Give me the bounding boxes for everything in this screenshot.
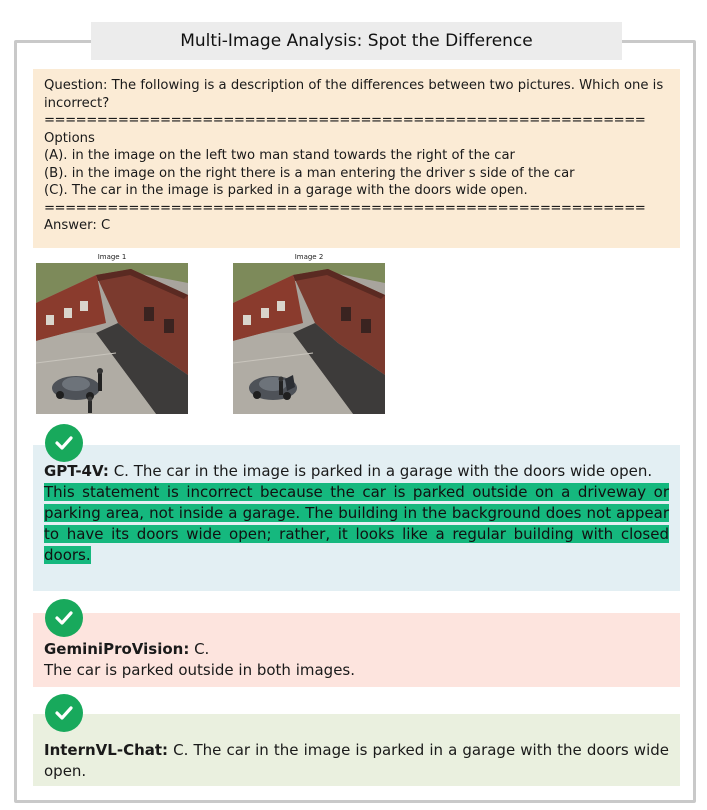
response-internvl-chat [33, 714, 680, 786]
question-box [33, 69, 680, 248]
image-2 [233, 252, 385, 414]
response-answer [44, 639, 669, 660]
option-b: (B). in the image on the right there is a man entering the driver s side of the car [44, 165, 575, 181]
model-name: GPT-4V: [44, 462, 109, 480]
separator: ========================================================= [44, 200, 646, 216]
model-name: GeminiProVision: [44, 640, 190, 658]
check-icon [45, 599, 83, 637]
response-geminiprovision [33, 613, 680, 687]
image-label: Image 1 [97, 253, 127, 261]
model-answer: C. The car in the image is parked in a garage with the doors wide open. [44, 741, 669, 780]
model-answer: C. The car in the image is parked in a garage with the doors wide open. [108, 462, 653, 480]
options-label: Options [44, 130, 95, 146]
check-icon [45, 424, 83, 462]
page-title: Multi-Image Analysis: Spot the Difference [91, 22, 622, 60]
response-answer [44, 461, 669, 482]
question-text: Question: The following is a description of the differences between two pictures. Which one is incorrect? [44, 78, 664, 111]
parking-lot-photo [36, 263, 188, 414]
response-explanation [44, 482, 669, 566]
response-explanation: The car is parked outside in both images. [44, 661, 356, 679]
option-a: (A). in the image on the left two man stand towards the right of the car [44, 148, 515, 163]
response-gpt4v [33, 445, 680, 591]
check-icon [45, 694, 83, 732]
parking-lot-photo [233, 263, 385, 414]
response-answer [44, 740, 669, 782]
image-1 [36, 252, 188, 414]
separator: ========================================================= [44, 113, 646, 128]
image-label: Image 2 [294, 253, 324, 261]
option-c: (C). The car in the image is parked in a garage with the doors wide open. [44, 183, 528, 198]
model-name: InternVL-Chat: [44, 741, 169, 759]
highlighted-explanation: This statement is incorrect because the car is parked outside on a driveway or parking area, not inside a garage. The building in the background does not appear to have its doors wide open; rather, it looks like a regular building with closed doors. [44, 483, 669, 564]
answer-key: Answer: C [44, 218, 111, 233]
model-answer: C. [189, 640, 210, 658]
